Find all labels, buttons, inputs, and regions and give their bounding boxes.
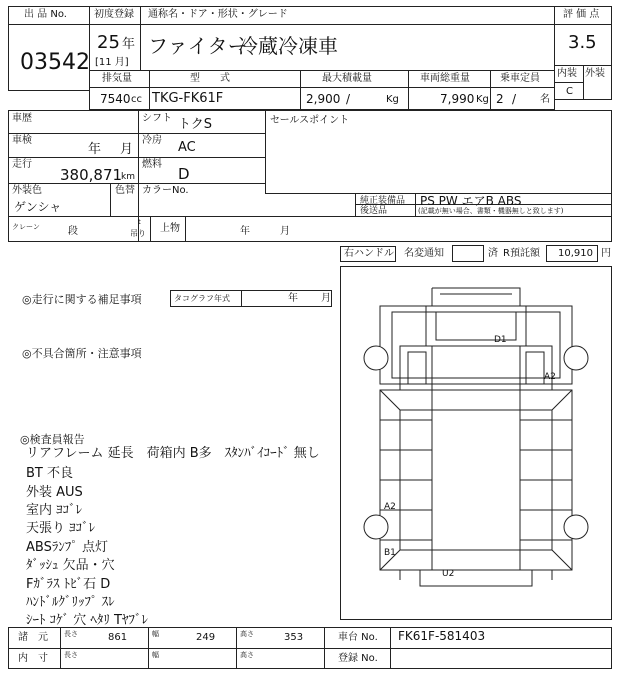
wheel-rear-right <box>564 515 588 539</box>
report-line: Fｶﾞﾗｽ ﾄﾋﾞ石 D <box>26 577 111 592</box>
sales-point-label: セールスポイント <box>270 115 350 126</box>
tachograph-year: 年 <box>288 293 298 304</box>
model: TKG-FK61F <box>152 91 224 106</box>
report-line: ABSﾗﾝﾌﾟ 点灯 <box>26 540 108 555</box>
mileage-unit: km <box>121 172 135 182</box>
recycle-label: R預託額 <box>503 248 540 259</box>
fuel-value: D <box>178 165 190 183</box>
gross-label: 車両総重量 <box>420 73 470 84</box>
ac-value: AC <box>178 140 196 155</box>
capacity-sep: / <box>512 92 517 106</box>
fuel-label: 燃料 <box>142 159 162 170</box>
gross-weight: 7,990 <box>440 92 475 106</box>
equipment-label: 純正装備品 <box>360 196 406 206</box>
damage-mark-a2-right: A2 <box>544 372 556 382</box>
crane-stage: 段 <box>68 226 78 237</box>
reg-month: [11 月] <box>95 57 129 68</box>
inner-size-label: 内 寸 <box>18 653 48 664</box>
mileage-value: 380,871 <box>60 166 123 184</box>
equipment-value: PS PW エアB ABS <box>420 194 522 208</box>
report-line: BT 不良 <box>26 466 73 481</box>
shift-label: シフト <box>142 113 172 124</box>
chassis-number: FK61F-581403 <box>398 629 486 643</box>
height-label: 高さ <box>240 630 254 638</box>
aftermarket-label: 後送品 <box>360 206 388 216</box>
crane-label: クレーン <box>12 223 40 231</box>
damage-mark-b1: B1 <box>384 548 396 558</box>
inner-width-label: 幅 <box>152 651 159 659</box>
inspection-year-unit: 年 <box>88 142 102 157</box>
height-value: 353 <box>284 632 304 643</box>
score-label: 評 価 点 <box>563 9 600 20</box>
color-no-label: カラーNo. <box>142 185 189 196</box>
damage-mark-u2: U2 <box>442 569 455 579</box>
recycle-prefix: 済 <box>488 248 498 259</box>
crane-ton: t <box>138 218 141 226</box>
report-line: ｼｰﾄ ｺｹﾞ 穴 ﾍﾀﾘ Tﾔﾌﾞﾚ <box>26 613 148 628</box>
report-line: ﾊﾝﾄﾞﾙｸﾞﾘｯﾌﾟ ｽﾚ <box>26 595 115 610</box>
recycle-unit: 円 <box>601 248 611 259</box>
color-value: ゲンシャ <box>14 200 62 214</box>
first-reg-label: 初度登録 <box>94 9 134 20</box>
report-line: 室内 ﾖｺﾞﾚ <box>26 503 83 518</box>
color-label: 外装色 <box>12 185 42 196</box>
damage-mark-d1: D1 <box>494 335 507 345</box>
title-label: 通称名・ドア・形状・グレード <box>148 9 288 20</box>
tachograph-month: 月 <box>321 293 331 304</box>
registration-label: 登録 No. <box>338 653 378 664</box>
damage-mark-a2-left: A2 <box>384 502 396 512</box>
loading-label: 上物 <box>160 223 180 234</box>
score-value: 3.5 <box>568 32 597 53</box>
wheel-front-left <box>364 346 388 370</box>
loading-year: 年 <box>240 226 250 237</box>
reg-year: 25 <box>97 32 120 53</box>
name-change-label: 名変通知 <box>404 248 444 259</box>
inner-length-label: 長さ <box>64 651 78 659</box>
report-line: ﾀﾞｯｼｭ 欠品・穴 <box>26 558 115 573</box>
width-label: 幅 <box>152 630 159 638</box>
interior-label: 内装 <box>557 68 577 79</box>
displacement-label: 排気量 <box>102 73 132 84</box>
inspection-month-unit: 月 <box>120 142 134 157</box>
shift-value: トクS <box>178 117 212 132</box>
gross-unit: Kg <box>476 94 489 105</box>
exterior-label: 外装 <box>585 68 605 79</box>
max-load-label: 最大積載量 <box>322 73 372 84</box>
driving-notes-label: ◎走行に関する補足事項 <box>22 293 142 306</box>
inner-height-label: 高さ <box>240 651 254 659</box>
name-change-box <box>452 245 484 262</box>
reg-year-unit: 年 <box>122 37 136 52</box>
length-value: 861 <box>108 632 128 643</box>
loading-month: 月 <box>280 226 290 237</box>
aftermarket-note: (記載が無い場合、書類・機器無しと致します) <box>418 207 564 215</box>
wheel-front-right <box>564 346 588 370</box>
capacity-unit: 名 <box>540 94 550 105</box>
mileage-label: 走行 <box>12 159 32 170</box>
color-change-label: 色替 <box>115 185 135 196</box>
capacity-label: 乗車定員 <box>500 73 540 84</box>
report-line: リアフレーム 延長 荷箱内 B多 ｽﾀﾝﾊﾞｲｺｰﾄﾞ 無し <box>26 446 320 461</box>
inspection-label: 車検 <box>12 135 32 146</box>
report-line: 外装 AUS <box>26 485 83 500</box>
defects-label: ◎不具合箇所・注意事項 <box>22 347 142 360</box>
wheel-rear-left <box>364 515 388 539</box>
right-hand-label: 右ハンドル <box>344 248 394 259</box>
interior-grade: C <box>566 86 573 97</box>
body-type: 冷蔵冷凍車 <box>238 34 338 58</box>
width-value: 249 <box>196 632 216 643</box>
tachograph-label: タコグラフ年式 <box>174 294 230 303</box>
max-load-sep: / <box>346 92 351 106</box>
model-label: 型 式 <box>190 73 230 84</box>
ac-label: 冷房 <box>142 135 162 146</box>
length-label: 長さ <box>64 630 78 638</box>
capacity: 2 <box>496 92 504 106</box>
lot-label: 出 品 No. <box>24 9 67 20</box>
displacement: 7540 <box>100 92 131 106</box>
truck-body-diagram <box>340 266 612 620</box>
lot-number: 03542 <box>20 50 90 75</box>
max-load: 2,900 <box>306 92 341 106</box>
report-line: 天張り ﾖｺﾞﾚ <box>26 521 96 536</box>
max-load-unit: Kg <box>386 94 399 105</box>
history-label: 車歴 <box>12 113 32 124</box>
recycle-amount: 10,910 <box>558 248 593 259</box>
chassis-label: 車台 No. <box>338 632 378 643</box>
displacement-unit: cc <box>131 94 142 105</box>
crane-lift: 吊り <box>130 229 146 238</box>
inspector-report-label: ◎検査員報告 <box>20 433 85 446</box>
car-name: ファイター <box>148 34 248 58</box>
spec-label: 諸 元 <box>18 632 48 643</box>
